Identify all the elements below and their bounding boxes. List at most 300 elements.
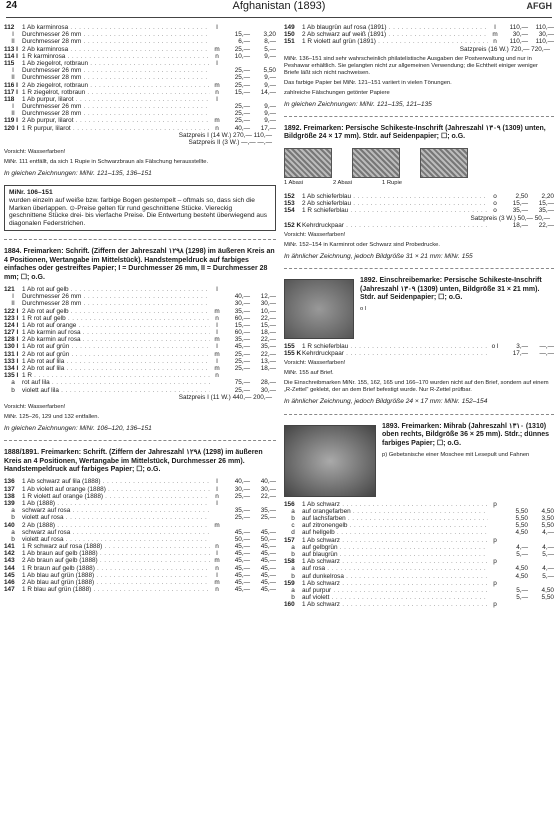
design-code: m xyxy=(492,31,498,39)
description: auf orangefarben . . . xyxy=(302,508,488,515)
catalog-number: I xyxy=(12,103,14,111)
price-used xyxy=(528,601,554,608)
design-code: o l xyxy=(360,306,367,313)
price-mint: 30,— xyxy=(512,31,528,39)
catalog-row xyxy=(4,125,276,132)
price-mint xyxy=(224,96,250,103)
catalog-number: a xyxy=(291,507,295,515)
description: 1 R rot auf gelb . . . xyxy=(22,315,210,322)
catalog-number: 157 xyxy=(284,536,295,544)
catalog-number: 137 xyxy=(4,485,15,493)
price-used: 4,— xyxy=(542,543,554,551)
design-code: I xyxy=(216,550,218,558)
price-mint: 75,— xyxy=(234,379,250,387)
catalog-number: a xyxy=(11,528,15,536)
catalog-row xyxy=(4,110,276,117)
catalog-row xyxy=(284,522,554,529)
catalog-number: 116 I xyxy=(4,81,18,89)
price-used: 110,— xyxy=(535,38,554,46)
catalog-number: a xyxy=(291,586,295,594)
price-used: 5,50 xyxy=(541,522,554,530)
catalog-note: MiNr. 136–151 sind sehr wahrscheinlich philatelistische Ausgaben der Postverwaltung und nur in Peshawar erhältlich. Sie gelangten nicht zur allgemeinen Verwendung; die Echtheit einiger weniger Briefe läßt sich nicht nachweisen. xyxy=(284,55,538,76)
catalog-number: 123 I xyxy=(4,314,19,322)
catalog-row xyxy=(284,222,554,229)
price-used: 25,— xyxy=(260,514,276,522)
description: 2 Ab schieferblau . . . xyxy=(302,200,488,207)
design-code xyxy=(210,110,224,117)
design-code xyxy=(488,544,502,551)
price-used: 22,— xyxy=(260,350,276,358)
design-code xyxy=(210,38,224,45)
design-code: m xyxy=(214,350,220,358)
right-column xyxy=(284,24,554,822)
price-mint: 6,— xyxy=(238,38,250,46)
catalog-number: II xyxy=(11,110,15,118)
design-code: I xyxy=(216,571,218,579)
design-code: m xyxy=(214,336,220,344)
catalog-row xyxy=(284,558,554,565)
price-used xyxy=(528,537,554,544)
catalog-number: 115 xyxy=(4,59,15,67)
price-used xyxy=(250,60,276,67)
description: 2 Ab blau auf grün (1888) . . . xyxy=(22,579,210,586)
catalog-row xyxy=(284,515,554,522)
design-code xyxy=(488,565,502,572)
design-code: n xyxy=(215,52,219,60)
design-code: I xyxy=(216,478,218,486)
design-code: m xyxy=(214,521,220,529)
set-price: Satzpreis I (11 W.) 440,— 200,— xyxy=(178,393,272,401)
catalog-row xyxy=(4,74,276,81)
price-mint: 25,— xyxy=(234,117,250,125)
price-used: 45,— xyxy=(260,543,276,551)
design-code: I xyxy=(216,24,218,31)
description: 2 Ab karmin auf rosa . . . xyxy=(22,336,210,343)
catalog-row xyxy=(4,286,276,293)
design-code xyxy=(488,594,502,601)
price-mint: 45,— xyxy=(234,571,250,579)
description: auf dunkelrosa . . . xyxy=(302,573,488,580)
catalog-row xyxy=(4,572,276,579)
catalog-row xyxy=(4,82,276,89)
price-used: 22,— xyxy=(260,314,276,322)
description: 1 Ab braun auf gelb (1888) . . . xyxy=(22,550,210,557)
catalog-row xyxy=(284,537,554,544)
catalog-row xyxy=(4,500,276,507)
catalog-row xyxy=(4,67,276,74)
design-code: I xyxy=(216,485,218,493)
catalog-row xyxy=(4,53,276,60)
price-mint: 4,— xyxy=(516,543,528,551)
design-code: p xyxy=(493,579,497,587)
divider xyxy=(284,414,554,415)
catalog-row xyxy=(4,557,276,564)
catalog-number: 124 I xyxy=(4,321,19,329)
price-used: 5,— xyxy=(542,551,554,558)
catalog-row xyxy=(4,586,276,593)
price-mint: 4,50 xyxy=(515,565,528,573)
catalog-row xyxy=(284,24,554,31)
catalog-number: 112 xyxy=(4,24,15,31)
catalog-number: b xyxy=(291,572,295,580)
catalog-row xyxy=(4,522,276,529)
design-code xyxy=(488,515,502,522)
catalog-note: zahlreiche Fälschungen getönter Papiere xyxy=(284,89,390,96)
price-mint xyxy=(224,24,250,31)
description: 1 Ab karmin auf rosa . . . xyxy=(22,329,210,336)
description: 2 Ab purpur, lilarot . . . xyxy=(22,117,210,124)
design-code: I xyxy=(216,499,218,507)
price-mint: 45,— xyxy=(234,550,250,558)
price-mint: 35,— xyxy=(234,307,250,315)
catalog-row xyxy=(284,544,554,551)
catalog-number: 150 xyxy=(284,31,295,39)
price-mint: 35,— xyxy=(512,207,528,215)
catalog-number: 155 xyxy=(284,343,295,351)
catalog-number: 154 xyxy=(284,207,295,215)
price-used xyxy=(250,286,276,293)
catalog-number: I xyxy=(12,67,14,75)
description: 2 Ab rot auf gelb . . . xyxy=(22,308,210,315)
catalog-number: a xyxy=(291,543,295,551)
stamp-caption: 1 Rupie xyxy=(382,179,403,186)
warning-note: Vorsicht: Wasserfarben! xyxy=(284,231,346,238)
price-mint: 45,— xyxy=(234,557,250,565)
price-mint: 15,— xyxy=(234,321,250,329)
price-used: —,— xyxy=(539,350,554,358)
design-code xyxy=(488,551,502,558)
catalog-number: 135 I xyxy=(4,372,19,380)
stamp-list-1 xyxy=(4,24,276,132)
catalog-number: 117 I xyxy=(4,88,18,96)
description: 2 Ab ziegelrot, rotbraun . . . xyxy=(22,82,210,89)
price-mint: 40,— xyxy=(234,478,250,486)
price-mint: 35,— xyxy=(234,336,250,344)
design-code: m xyxy=(214,117,220,125)
price-mint: 25,— xyxy=(234,514,250,522)
catalog-row xyxy=(4,308,276,315)
description: auf violett . . . xyxy=(302,594,488,601)
description: 1 Ab purpur, lilarot . . . xyxy=(22,96,210,103)
issue-heading: 1884. Freimarken: Schrift. (Ziffern der Jahreszahl ١٢٩٨ (1298) im äußeren Kreis an 4 Positionen, Wertangabe im Mittelstück). Handstempeldruck auf farbiges einfaches oder gestreiftes Papier; I = Durchmesser 26 mm, II = Durchmesser 28 mm; ☐; o.G. xyxy=(4,248,275,281)
catalog-number: 159 xyxy=(284,579,295,587)
catalog-row xyxy=(4,514,276,521)
design-code: m xyxy=(214,579,220,587)
similar-designs-note: In gleichen Zeichnungen: MiNr. 121–135, 136–151 xyxy=(4,170,152,178)
catalog-row xyxy=(284,207,554,214)
price-used: 8,— xyxy=(264,38,276,46)
catalog-row xyxy=(284,565,554,572)
design-code xyxy=(210,379,224,386)
stamp-image xyxy=(352,148,400,178)
price-mint xyxy=(502,558,528,565)
description: 1 Ab rot auf orange . . . xyxy=(22,322,210,329)
price-used: 45,— xyxy=(260,528,276,536)
description: auf purpur . . . xyxy=(302,587,488,594)
stamp-image xyxy=(284,148,332,178)
price-used: 45,— xyxy=(260,564,276,572)
info-box xyxy=(4,185,276,231)
catalog-row xyxy=(4,372,276,379)
catalog-row xyxy=(284,193,554,200)
catalog-number: 119 I xyxy=(4,117,18,125)
kehrdruck-row xyxy=(284,350,554,357)
design-code xyxy=(210,31,224,38)
catalog-row xyxy=(4,358,276,365)
price-used: 18,— xyxy=(260,365,276,373)
description: 1 R karminrosa . . . xyxy=(22,53,210,60)
price-used xyxy=(250,24,276,31)
price-used: 15,— xyxy=(260,321,276,329)
price-used: 2,20 xyxy=(541,192,554,200)
catalog-row xyxy=(4,507,276,514)
description: 1 R purpur, lilarot . . . xyxy=(22,125,210,132)
divider xyxy=(284,268,554,269)
price-used: 45,— xyxy=(260,571,276,579)
price-used: 110,— xyxy=(535,24,554,31)
price-mint: 25,— xyxy=(234,492,250,500)
description: Kehrdruckpaar . . . xyxy=(302,222,488,229)
catalog-number: a xyxy=(11,507,15,515)
price-mint: 15,— xyxy=(234,88,250,96)
price-used: 22,— xyxy=(538,221,554,229)
description: 1 R . . . xyxy=(22,372,210,379)
stamp-list-2 xyxy=(4,286,276,394)
catalog-row xyxy=(4,486,276,493)
catalog-number: 118 xyxy=(4,95,15,103)
description: 2 Ab schwarz auf weiß (1891) . . . xyxy=(302,31,488,38)
design-code xyxy=(488,573,502,580)
design-code: m xyxy=(214,365,220,373)
catalog-number: a xyxy=(11,379,15,387)
price-used: 45,— xyxy=(260,557,276,565)
catalog-number: 141 xyxy=(4,543,15,551)
set-price: Satzpreis I (14 W.) 270,— 110,— xyxy=(178,131,272,139)
catalog-number: II xyxy=(11,38,15,46)
description: 1 R schwarz auf rosa (1888) . . . xyxy=(22,543,210,550)
catalog-number: 144 xyxy=(4,564,15,572)
design-code xyxy=(488,222,502,229)
description: Durchmesser 26 mm . . . xyxy=(22,293,210,300)
description: violett auf rosa . . . xyxy=(22,536,210,543)
catalog-row xyxy=(4,365,276,372)
price-used xyxy=(250,372,276,379)
catalog-number: 122 I xyxy=(4,307,19,315)
design-code xyxy=(210,529,224,536)
stamp-image xyxy=(284,279,354,339)
stamp-list-7 xyxy=(284,501,554,609)
catalog-row xyxy=(284,38,554,45)
catalog-number: 127 I xyxy=(4,329,19,337)
issue-heading: 1892. Freimarken: Persische Schikeste-Inschrift (Jahreszahl ١٣٠٩ (1309) unten, Bildgröße 24 × 17 mm). Stdr. auf Seidenpapier; ☐; o.G. xyxy=(284,124,546,141)
price-mint: 25,— xyxy=(234,110,250,118)
description: 1 Ab schieferblau . . . xyxy=(302,193,488,200)
price-used: 28,— xyxy=(260,379,276,387)
price-used: 40,— xyxy=(260,478,276,486)
stamp-image xyxy=(284,425,376,497)
catalog-number: 134 I xyxy=(4,365,19,373)
catalog-row xyxy=(4,322,276,329)
catalog-number: 153 xyxy=(284,200,295,208)
design-code xyxy=(210,300,224,307)
catalog-number: 142 xyxy=(4,550,15,558)
catalog-number: a xyxy=(291,565,295,573)
design-code xyxy=(210,536,224,543)
catalog-number: d xyxy=(291,529,295,537)
left-column xyxy=(4,24,276,822)
catalog-number: 140 xyxy=(4,521,15,529)
description: 1 R violett auf orange (1888) . . . xyxy=(22,493,210,500)
catalog-row xyxy=(284,587,554,594)
description: 1 Ab rot auf lila . . . xyxy=(22,358,210,365)
design-code xyxy=(488,587,502,594)
catalog-row xyxy=(284,350,554,357)
stamp-image xyxy=(420,148,468,178)
design-code xyxy=(210,293,224,300)
design-code xyxy=(210,67,224,74)
design-code: I xyxy=(216,357,218,365)
price-used xyxy=(250,522,276,529)
price-used: 5,— xyxy=(264,45,276,53)
price-used: 5,— xyxy=(542,572,554,580)
catalog-number: c xyxy=(291,522,295,530)
price-mint: 25,— xyxy=(234,74,250,82)
design-code: o l xyxy=(491,343,499,351)
design-code: p xyxy=(493,536,497,544)
description: 2 Ab karminrosa . . . xyxy=(22,46,210,53)
description: 1 Ab rot auf grün . . . xyxy=(22,343,210,350)
price-used: 45,— xyxy=(260,586,276,594)
catalog-row xyxy=(4,478,276,485)
description: 1 Ab schwarz . . . xyxy=(302,580,488,587)
catalog-number: 130 I xyxy=(4,343,19,351)
catalog-number: II xyxy=(11,74,15,82)
price-mint: 35,— xyxy=(234,507,250,515)
description: auf gelbgrün . . . xyxy=(302,544,488,551)
catalog-row xyxy=(4,529,276,536)
price-used: 22,— xyxy=(260,492,276,500)
catalog-number: 146 xyxy=(4,579,15,587)
catalog-row xyxy=(4,60,276,67)
price-mint: 40,— xyxy=(234,124,250,132)
divider xyxy=(284,116,554,117)
description: 2 Ab rot auf grün . . . xyxy=(22,351,210,358)
description: rot auf lila . . . xyxy=(22,379,210,386)
price-mint: 5,— xyxy=(516,551,528,558)
description: 1 Ab (1888) . . . xyxy=(22,500,210,507)
catalog-number: 152 K xyxy=(284,221,302,229)
description: 1 Ab karminrosa . . . xyxy=(22,24,210,31)
price-mint: 5,— xyxy=(516,586,528,594)
price-used: 35,— xyxy=(260,343,276,351)
price-used: 30,— xyxy=(260,485,276,493)
price-mint: 4,50 xyxy=(515,572,528,580)
stamp-list-3 xyxy=(4,478,276,593)
warning-note: Vorsicht: Wasserfarben! xyxy=(4,403,66,410)
catalog-row xyxy=(284,31,554,38)
price-used xyxy=(528,501,554,508)
catalog-row xyxy=(4,550,276,557)
catalog-row xyxy=(284,501,554,508)
description: 1 Ab schwarz . . . xyxy=(302,558,488,565)
design-code: n xyxy=(215,543,219,551)
description: 1 R blau auf grün (1888) . . . xyxy=(22,586,210,593)
price-used: 9,— xyxy=(264,110,276,118)
catalog-number: 139 xyxy=(4,499,15,507)
design-code: o xyxy=(493,207,497,215)
description: Durchmesser 26 mm . . . xyxy=(22,67,210,74)
price-mint: 25,— xyxy=(234,386,250,394)
stamp-list-6 xyxy=(284,343,554,350)
design-code: p xyxy=(493,500,497,508)
price-mint: 5,50 xyxy=(515,522,528,530)
description: Durchmesser 28 mm . . . xyxy=(22,74,210,81)
price-used xyxy=(528,558,554,565)
price-used: 4,50 xyxy=(541,586,554,594)
catalog-number: II xyxy=(11,300,15,308)
design-code: n xyxy=(215,124,219,132)
price-used: 4,— xyxy=(542,565,554,573)
catalog-row xyxy=(4,379,276,386)
design-code: n xyxy=(215,492,219,500)
price-used: 9,— xyxy=(264,103,276,111)
description: 1 Ab schwarz auf lila (1888) . . . xyxy=(22,478,210,485)
price-used: 17,— xyxy=(260,124,276,132)
price-used xyxy=(250,500,276,507)
design-code: m xyxy=(214,45,220,53)
description: 1 Ab violett auf orange (1888) . . . xyxy=(22,486,210,493)
catalog-row xyxy=(4,579,276,586)
design-code: I xyxy=(216,59,218,67)
design-code: p xyxy=(493,601,497,609)
catalog-number: b xyxy=(291,515,295,523)
catalog-number: 133 I xyxy=(4,357,19,365)
catalog-number: 128 I xyxy=(4,336,19,344)
issue-heading: 1888/1891. Freimarken: Schrift. (Ziffern der Jahreszahl ١٢٩٨ (1298) im äußeren Kreis an 4 Positionen, Wertangabe im Mittelstück, Durchmesser 26 mm). Handstempeldruck auf farbiges Papier; ☐; o.G. xyxy=(4,449,263,473)
price-mint xyxy=(502,537,528,544)
price-used: 50,— xyxy=(260,535,276,543)
description: schwarz auf rosa . . . xyxy=(22,507,210,514)
description: Durchmesser 28 mm . . . xyxy=(22,110,210,117)
catalog-row xyxy=(284,573,554,580)
warning-note: Vorsicht: Wasserfarben! xyxy=(4,149,66,156)
price-mint: 18,— xyxy=(512,221,528,229)
description: Durchmesser 26 mm . . . xyxy=(22,103,210,110)
description: 1 Ab blau auf grün (1888) . . . xyxy=(22,572,210,579)
price-mint: 40,— xyxy=(234,293,250,301)
set-price: Satzpreis (3 W.) 50,— 50,— xyxy=(470,214,550,222)
similar-designs-note: In ähnlicher Zeichnung, jedoch Bildgröße 31 × 21 mm: MiNr. 155 xyxy=(284,252,473,260)
price-mint: 50,— xyxy=(234,535,250,543)
price-mint: 110,— xyxy=(509,38,528,46)
design-code: n xyxy=(215,564,219,572)
price-mint: 25,— xyxy=(234,103,250,111)
price-mint: 30,— xyxy=(234,300,250,308)
price-mint: 25,— xyxy=(234,45,250,53)
price-used: 15,— xyxy=(538,200,554,208)
price-used: 14,— xyxy=(260,88,276,96)
catalog-row xyxy=(284,200,554,207)
catalog-number: I xyxy=(12,293,14,301)
design-code: I xyxy=(216,343,218,351)
description: 1 Ab schwarz . . . xyxy=(302,537,488,544)
catalog-row xyxy=(284,343,554,350)
info-box-text: wurden einzeln auf weiße bzw. farbige Bogen gestempelt – oftmals so, dass sich die Marken überlappen. ⊙-Preise gelten für rund geschnittene Stücke. Viereckig geschnittene Stücke drei- bis vierfache Preise. Die Entwertung besteht überwiegend aus diagonalen Federstrichen. xyxy=(9,196,268,227)
description: 1 Ab ziegelrot, rotbraun . . . xyxy=(22,60,210,67)
design-code xyxy=(210,103,224,110)
description: 1 Ab rot auf gelb . . . xyxy=(22,286,210,293)
design-code xyxy=(210,387,224,394)
